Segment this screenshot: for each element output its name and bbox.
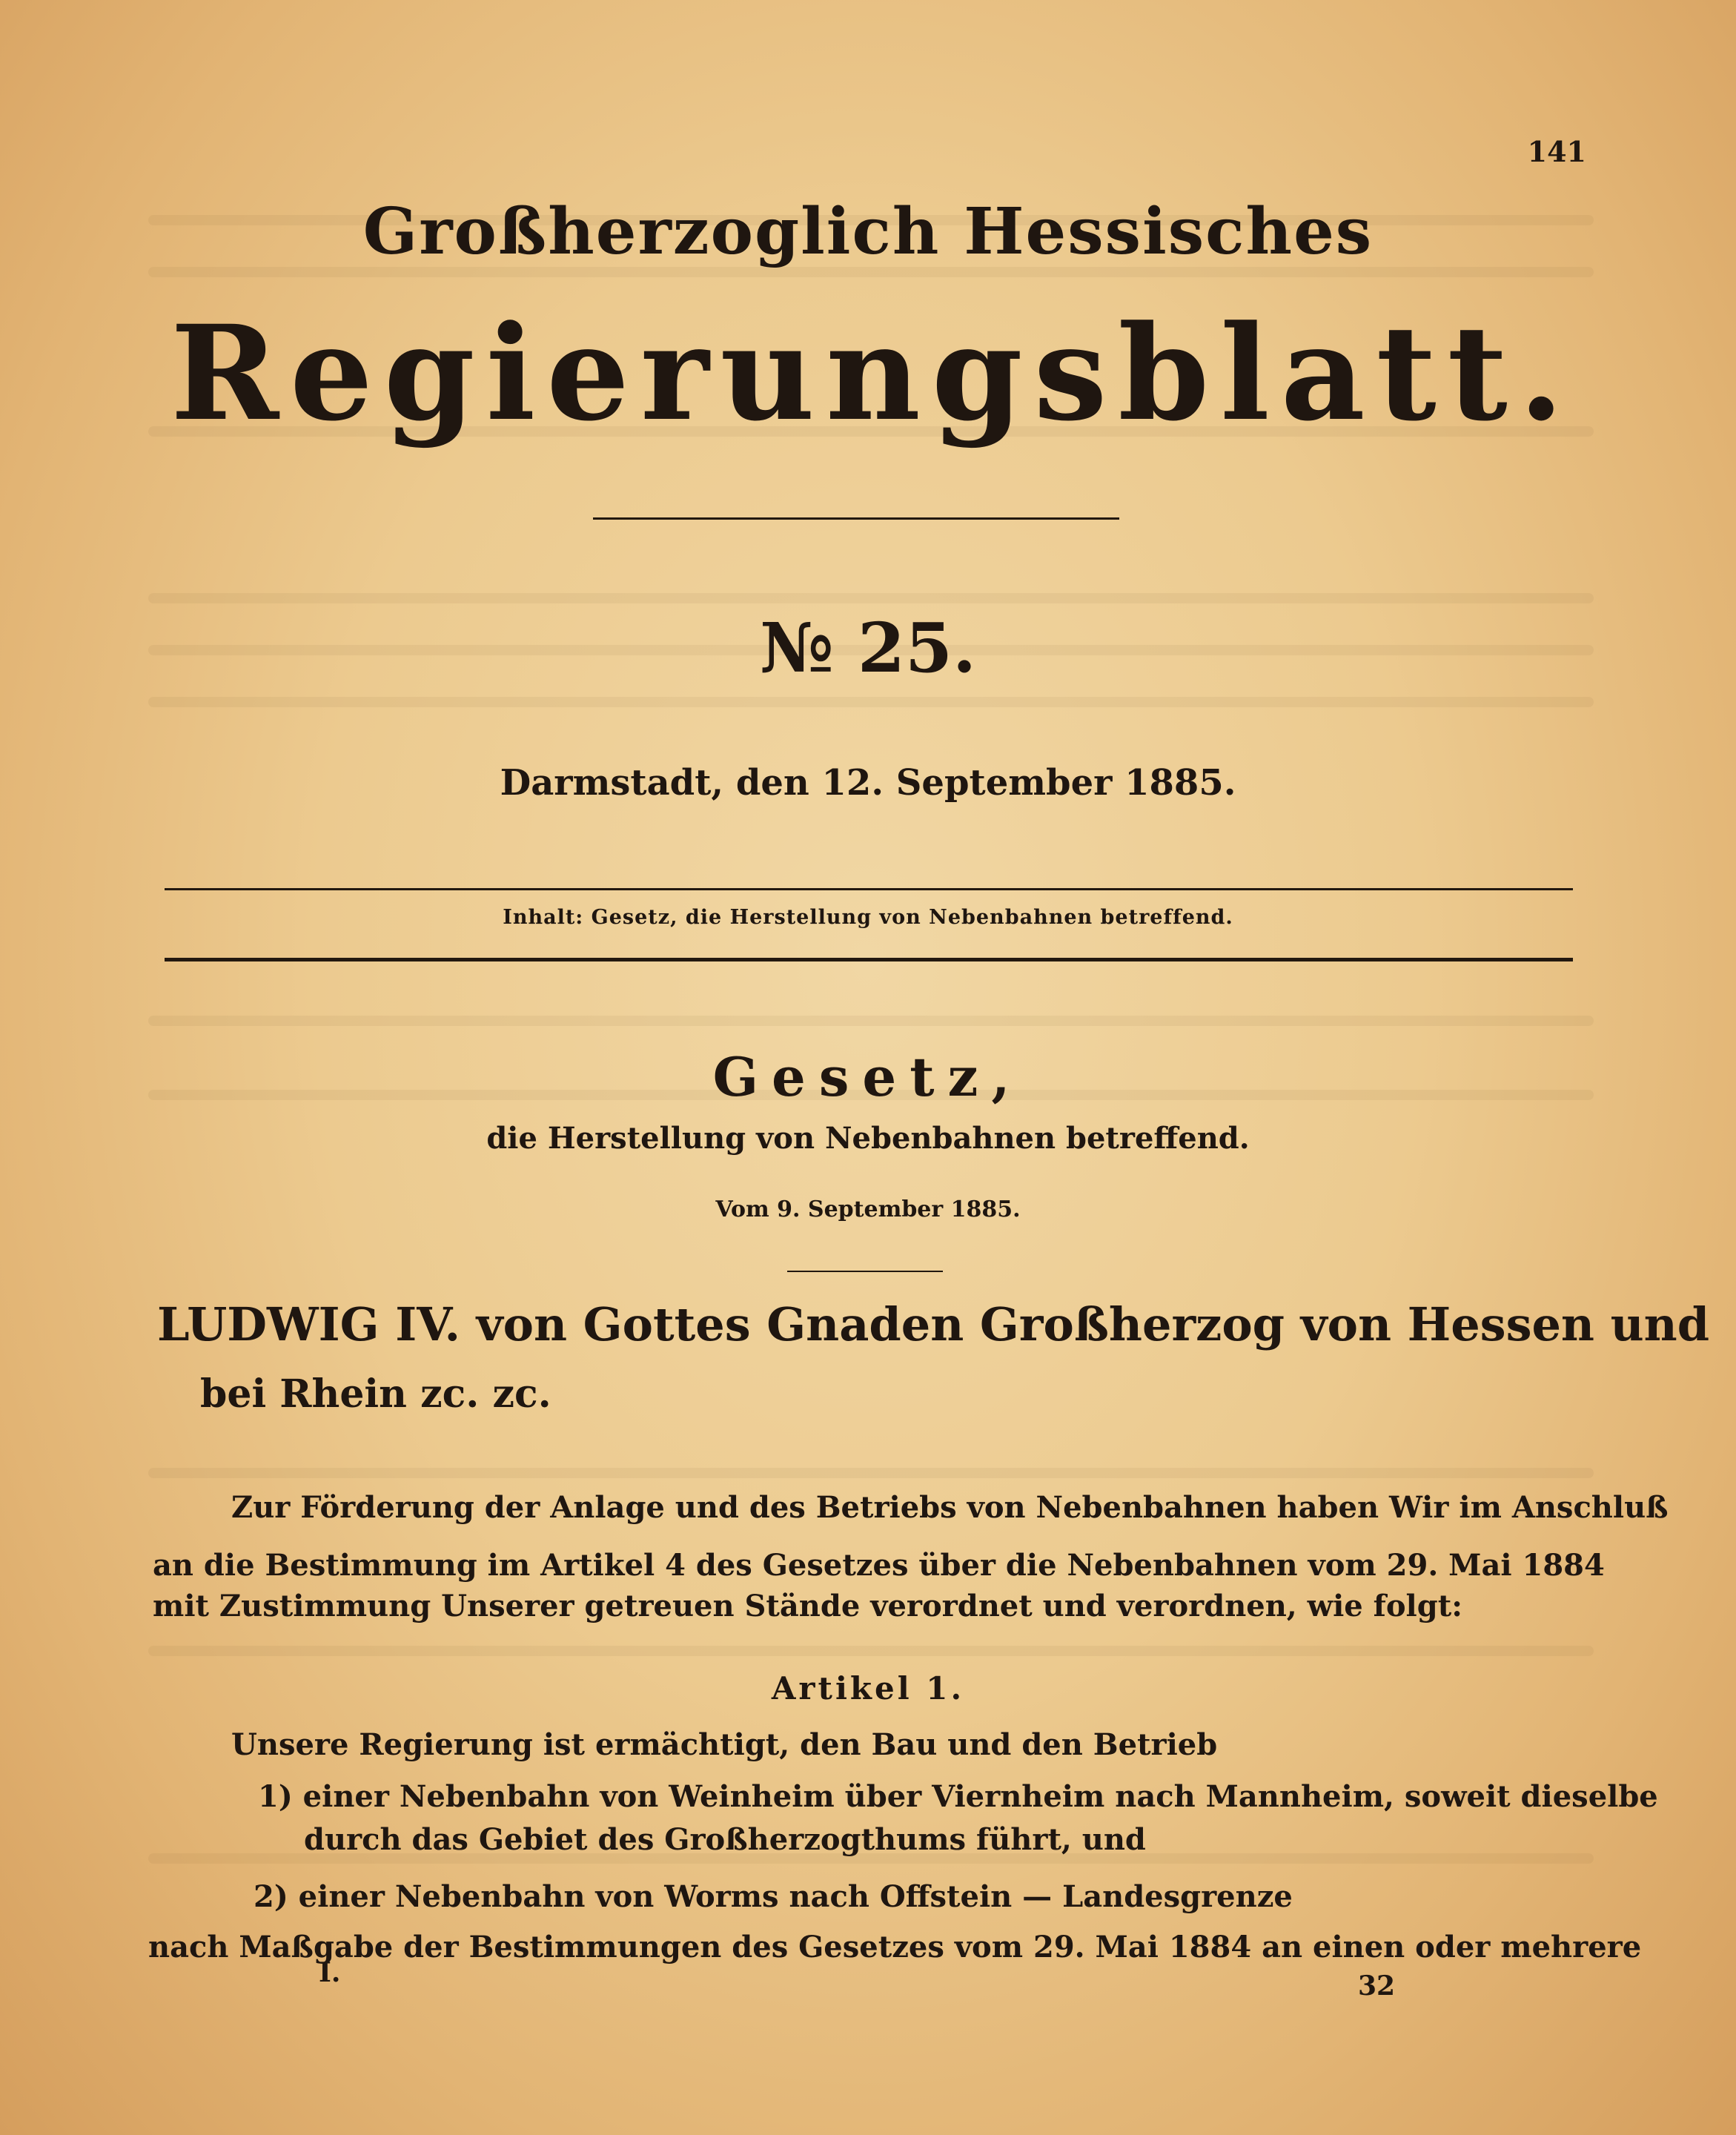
ruler-intitulation-line2: bei Rhein zc. zc. bbox=[200, 1371, 551, 1417]
contents-line: Inhalt: Gesetz, die Herstellung von Nebenbahnen betreffend. bbox=[503, 906, 1233, 929]
bleed-through-line bbox=[148, 1646, 1594, 1656]
article-text-line: nach Maßgabe der Bestimmungen des Gesetzes vom 29. Mai 1884 an einen oder mehrere bbox=[148, 1930, 1642, 1964]
masthead-letter: e bbox=[290, 297, 373, 450]
issue-number: № 25. bbox=[759, 608, 977, 688]
masthead-letter: e bbox=[546, 297, 630, 450]
masthead-letter: u bbox=[720, 297, 815, 450]
masthead-title-line1: Großherzoglich Hessisches bbox=[362, 194, 1374, 269]
masthead-letter: b bbox=[1118, 297, 1210, 450]
masthead-divider bbox=[593, 517, 1119, 520]
contents-bottom-rule bbox=[165, 958, 1573, 961]
article-list-item: 2) einer Nebenbahn von Worms nach Offstein — Landesgrenze bbox=[254, 1879, 1293, 1914]
law-subtitle: die Herstellung von Nebenbahnen betreffend. bbox=[486, 1121, 1250, 1156]
ruler-intitulation-line1: LUDWIG IV. von Gottes Gnaden Großherzog von Hessen und bbox=[157, 1297, 1710, 1351]
masthead-letter: g bbox=[931, 297, 1023, 450]
preamble-line: mit Zustimmung Unserer getreuen Stände verordnet und verordnen, wie folgt: bbox=[153, 1589, 1462, 1623]
masthead-letter: t bbox=[1376, 297, 1437, 450]
masthead-letter: R bbox=[170, 297, 279, 450]
bleed-through-line bbox=[148, 593, 1594, 603]
sheet-signature-roman: I. bbox=[319, 1957, 341, 1988]
sheet-signature-number: 32 bbox=[1358, 1970, 1396, 2002]
law-divider bbox=[787, 1271, 943, 1272]
article-heading: Artikel 1. bbox=[771, 1670, 965, 1707]
masthead-letter: i bbox=[486, 297, 536, 450]
preamble-line: Zur Förderung der Anlage und des Betriebs von Nebenbahnen haben Wir im Anschluß bbox=[231, 1490, 1669, 1525]
masthead-letter: n bbox=[826, 297, 921, 450]
article-list-item: 1) einer Nebenbahn von Weinheim über Viernheim nach Mannheim, soweit dieselbe bbox=[258, 1779, 1658, 1814]
masthead-title-line2 bbox=[170, 297, 1564, 450]
bleed-through-line bbox=[148, 1016, 1594, 1026]
masthead-letter: t bbox=[1447, 297, 1508, 450]
article-list-continuation: durch das Gebiet des Großherzogthums führt, und bbox=[304, 1822, 1146, 1857]
law-title: Gesetz, bbox=[712, 1045, 1024, 1108]
article-text-line: Unsere Regierung ist ermächtigt, den Bau und den Betrieb bbox=[231, 1727, 1218, 1762]
preamble-line: an die Bestimmung im Artikel 4 des Gesetzes über die Nebenbahnen vom 29. Mai 1884 bbox=[153, 1548, 1605, 1583]
masthead-letter: . bbox=[1518, 297, 1564, 450]
law-date: Vom 9. September 1885. bbox=[715, 1196, 1021, 1222]
masthead-letter: s bbox=[1033, 297, 1107, 450]
issue-dateline: Darmstadt, den 12. September 1885. bbox=[500, 762, 1236, 804]
contents-top-rule bbox=[165, 888, 1573, 890]
bleed-through-line bbox=[148, 1468, 1594, 1478]
masthead-letter: l bbox=[1220, 297, 1270, 450]
masthead-letter: a bbox=[1280, 297, 1365, 450]
bleed-through-line bbox=[148, 697, 1594, 707]
masthead-letter: g bbox=[383, 297, 475, 450]
page-number: 141 bbox=[1527, 135, 1586, 168]
masthead-letter: r bbox=[640, 297, 709, 450]
